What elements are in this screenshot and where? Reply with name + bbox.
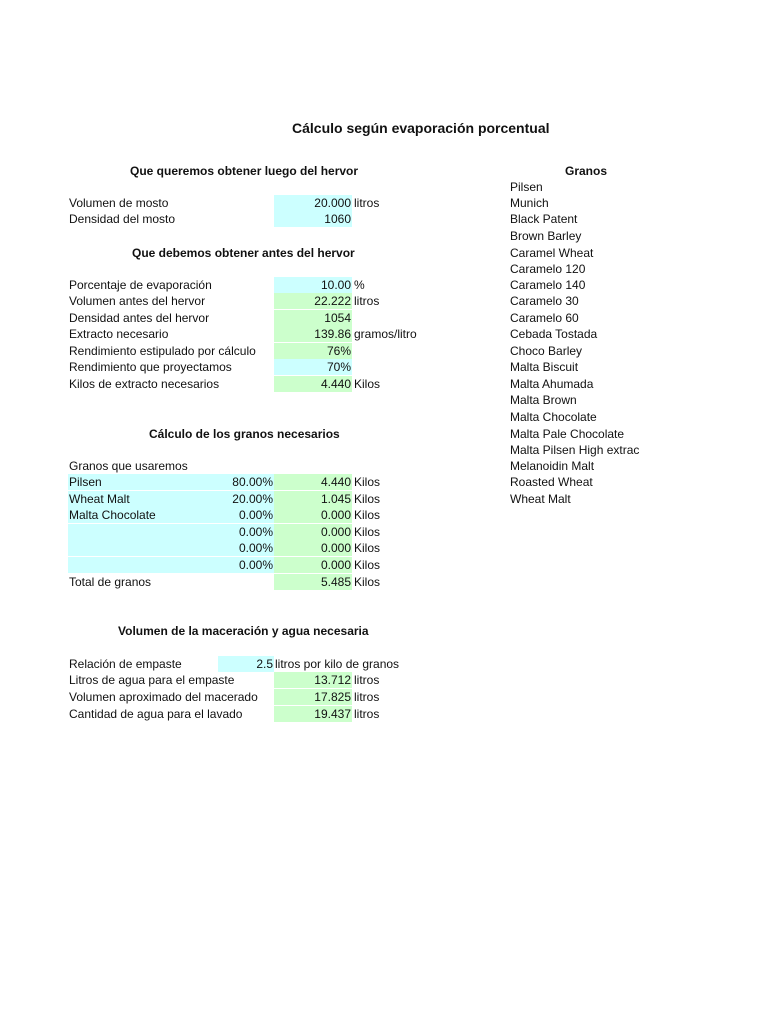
grain-kilos-6: 0.000 bbox=[274, 557, 352, 573]
grains-list-item: Caramelo 140 bbox=[510, 278, 586, 292]
grain-kilos-3: 0.000 bbox=[274, 507, 352, 523]
value-kilos-extracto: 4.440 bbox=[274, 376, 352, 392]
label-extracto-necesario: Extracto necesario bbox=[69, 327, 169, 341]
grain-unit-2: Kilos bbox=[354, 492, 381, 506]
value-agua-lavado: 19.437 bbox=[274, 706, 352, 722]
grain-unit-4: Kilos bbox=[354, 525, 381, 539]
grains-list-item: Cebada Tostada bbox=[510, 327, 598, 341]
grain-name-6[interactable] bbox=[68, 557, 219, 573]
label-volumen-antes-hervor: Volumen antes del hervor bbox=[69, 294, 206, 308]
unit-litros-empaste: litros bbox=[354, 673, 380, 687]
grain-kilos-2: 1.045 bbox=[274, 491, 352, 507]
label-volumen-macerado: Volumen aproximado del macerado bbox=[69, 690, 258, 704]
grains-list-item: Black Patent bbox=[510, 212, 578, 226]
section1-heading: Que queremos obtener luego del hervor bbox=[130, 164, 359, 178]
label-porcentaje-evaporacion: Porcentaje de evaporación bbox=[69, 278, 212, 292]
grain-unit-6: Kilos bbox=[354, 558, 381, 572]
grains-list-item: Caramelo 30 bbox=[510, 294, 579, 308]
value-rendimiento-estipulado: 76% bbox=[274, 343, 352, 359]
grain-unit-5: Kilos bbox=[354, 541, 381, 555]
label-granos-usaremos: Granos que usaremos bbox=[69, 459, 188, 473]
grain-kilos-1: 4.440 bbox=[274, 474, 352, 490]
grains-list-item: Wheat Malt bbox=[510, 492, 571, 506]
label-rendimiento-estipulado: Rendimiento estipulado por cálculo bbox=[69, 344, 256, 358]
grains-list-item: Malta Pilsen High extrac bbox=[510, 443, 640, 457]
unit-volumen-antes-hervor: litros bbox=[354, 294, 380, 308]
grain-pct-4[interactable]: 0.00% bbox=[218, 524, 274, 540]
grains-list-item: Pilsen bbox=[510, 180, 543, 194]
value-rendimiento-proyectamos[interactable]: 70% bbox=[274, 359, 352, 375]
grain-name-2[interactable]: Wheat Malt bbox=[68, 491, 219, 507]
grain-unit-3: Kilos bbox=[354, 508, 381, 522]
grain-pct-3[interactable]: 0.00% bbox=[218, 507, 274, 523]
grains-list-item: Malta Chocolate bbox=[510, 410, 597, 424]
unit-total-granos: Kilos bbox=[354, 575, 381, 589]
grain-pct-5[interactable]: 0.00% bbox=[218, 540, 274, 556]
grain-name-5[interactable] bbox=[68, 540, 219, 556]
label-densidad-mosto: Densidad del mosto bbox=[69, 212, 176, 226]
grain-pct-2[interactable]: 20.00% bbox=[218, 491, 274, 507]
unit-relacion-empaste: litros por kilo de granos bbox=[275, 657, 400, 671]
value-litros-empaste: 13.712 bbox=[274, 672, 352, 688]
label-total-granos: Total de granos bbox=[69, 575, 152, 589]
section3-heading: Cálculo de los granos necesarios bbox=[149, 427, 340, 441]
unit-volumen-macerado: litros bbox=[354, 690, 380, 704]
value-porcentaje-evaporacion[interactable]: 10.00 bbox=[274, 277, 352, 293]
grains-list-item: Malta Brown bbox=[510, 393, 577, 407]
grains-list-item: Brown Barley bbox=[510, 229, 582, 243]
grain-name-3[interactable]: Malta Chocolate bbox=[68, 507, 219, 523]
value-volumen-mosto[interactable]: 20.000 bbox=[274, 195, 352, 211]
grains-list-item: Caramelo 60 bbox=[510, 311, 579, 325]
value-extracto-necesario: 139.86 bbox=[274, 326, 352, 342]
grain-unit-1: Kilos bbox=[354, 475, 381, 489]
value-relacion-empaste[interactable]: 2.5 bbox=[218, 656, 274, 672]
label-volumen-mosto: Volumen de mosto bbox=[69, 196, 169, 210]
value-densidad-mosto[interactable]: 1060 bbox=[274, 211, 352, 227]
unit-agua-lavado: litros bbox=[354, 707, 380, 721]
label-rendimiento-proyectamos: Rendimiento que proyectamos bbox=[69, 360, 232, 374]
grains-list-item: Munich bbox=[510, 196, 549, 210]
grain-pct-6[interactable]: 0.00% bbox=[218, 557, 274, 573]
label-litros-empaste: Litros de agua para el empaste bbox=[69, 673, 235, 687]
label-agua-lavado: Cantidad de agua para el lavado bbox=[69, 707, 243, 721]
section2-heading: Que debemos obtener antes del hervor bbox=[132, 246, 355, 260]
page-title: Cálculo según evaporación porcentual bbox=[292, 120, 550, 136]
grains-list-item: Malta Ahumada bbox=[510, 377, 594, 391]
grain-kilos-5: 0.000 bbox=[274, 540, 352, 556]
grains-list-item: Malta Pale Chocolate bbox=[510, 427, 625, 441]
value-total-granos: 5.485 bbox=[274, 574, 352, 590]
unit-kilos-extracto: Kilos bbox=[354, 377, 381, 391]
grain-pct-1[interactable]: 80.00% bbox=[218, 474, 274, 490]
label-densidad-antes-hervor: Densidad antes del hervor bbox=[69, 311, 210, 325]
grains-list-item: Caramel Wheat bbox=[510, 246, 594, 260]
grains-list-item: Melanoidin Malt bbox=[510, 459, 595, 473]
label-relacion-empaste: Relación de empaste bbox=[69, 657, 182, 671]
value-volumen-macerado: 17.825 bbox=[274, 689, 352, 705]
grain-name-4[interactable] bbox=[68, 524, 219, 540]
grain-name-1[interactable]: Pilsen bbox=[68, 474, 219, 490]
grains-list-item: Choco Barley bbox=[510, 344, 583, 358]
grains-list-heading: Granos bbox=[565, 164, 608, 178]
section4-heading: Volumen de la maceración y agua necesaria bbox=[118, 624, 369, 638]
value-densidad-antes-hervor: 1054 bbox=[274, 310, 352, 326]
value-volumen-antes-hervor: 22.222 bbox=[274, 293, 352, 309]
label-kilos-extracto: Kilos de extracto necesarios bbox=[69, 377, 220, 391]
grain-kilos-4: 0.000 bbox=[274, 524, 352, 540]
unit-extracto-necesario: gramos/litro bbox=[354, 327, 417, 341]
unit-porcentaje-evaporacion: % bbox=[354, 278, 365, 292]
grains-list-item: Malta Biscuit bbox=[510, 360, 579, 374]
unit-volumen-mosto: litros bbox=[354, 196, 380, 210]
grains-list-item: Caramelo 120 bbox=[510, 262, 586, 276]
grains-list-item: Roasted Wheat bbox=[510, 475, 593, 489]
